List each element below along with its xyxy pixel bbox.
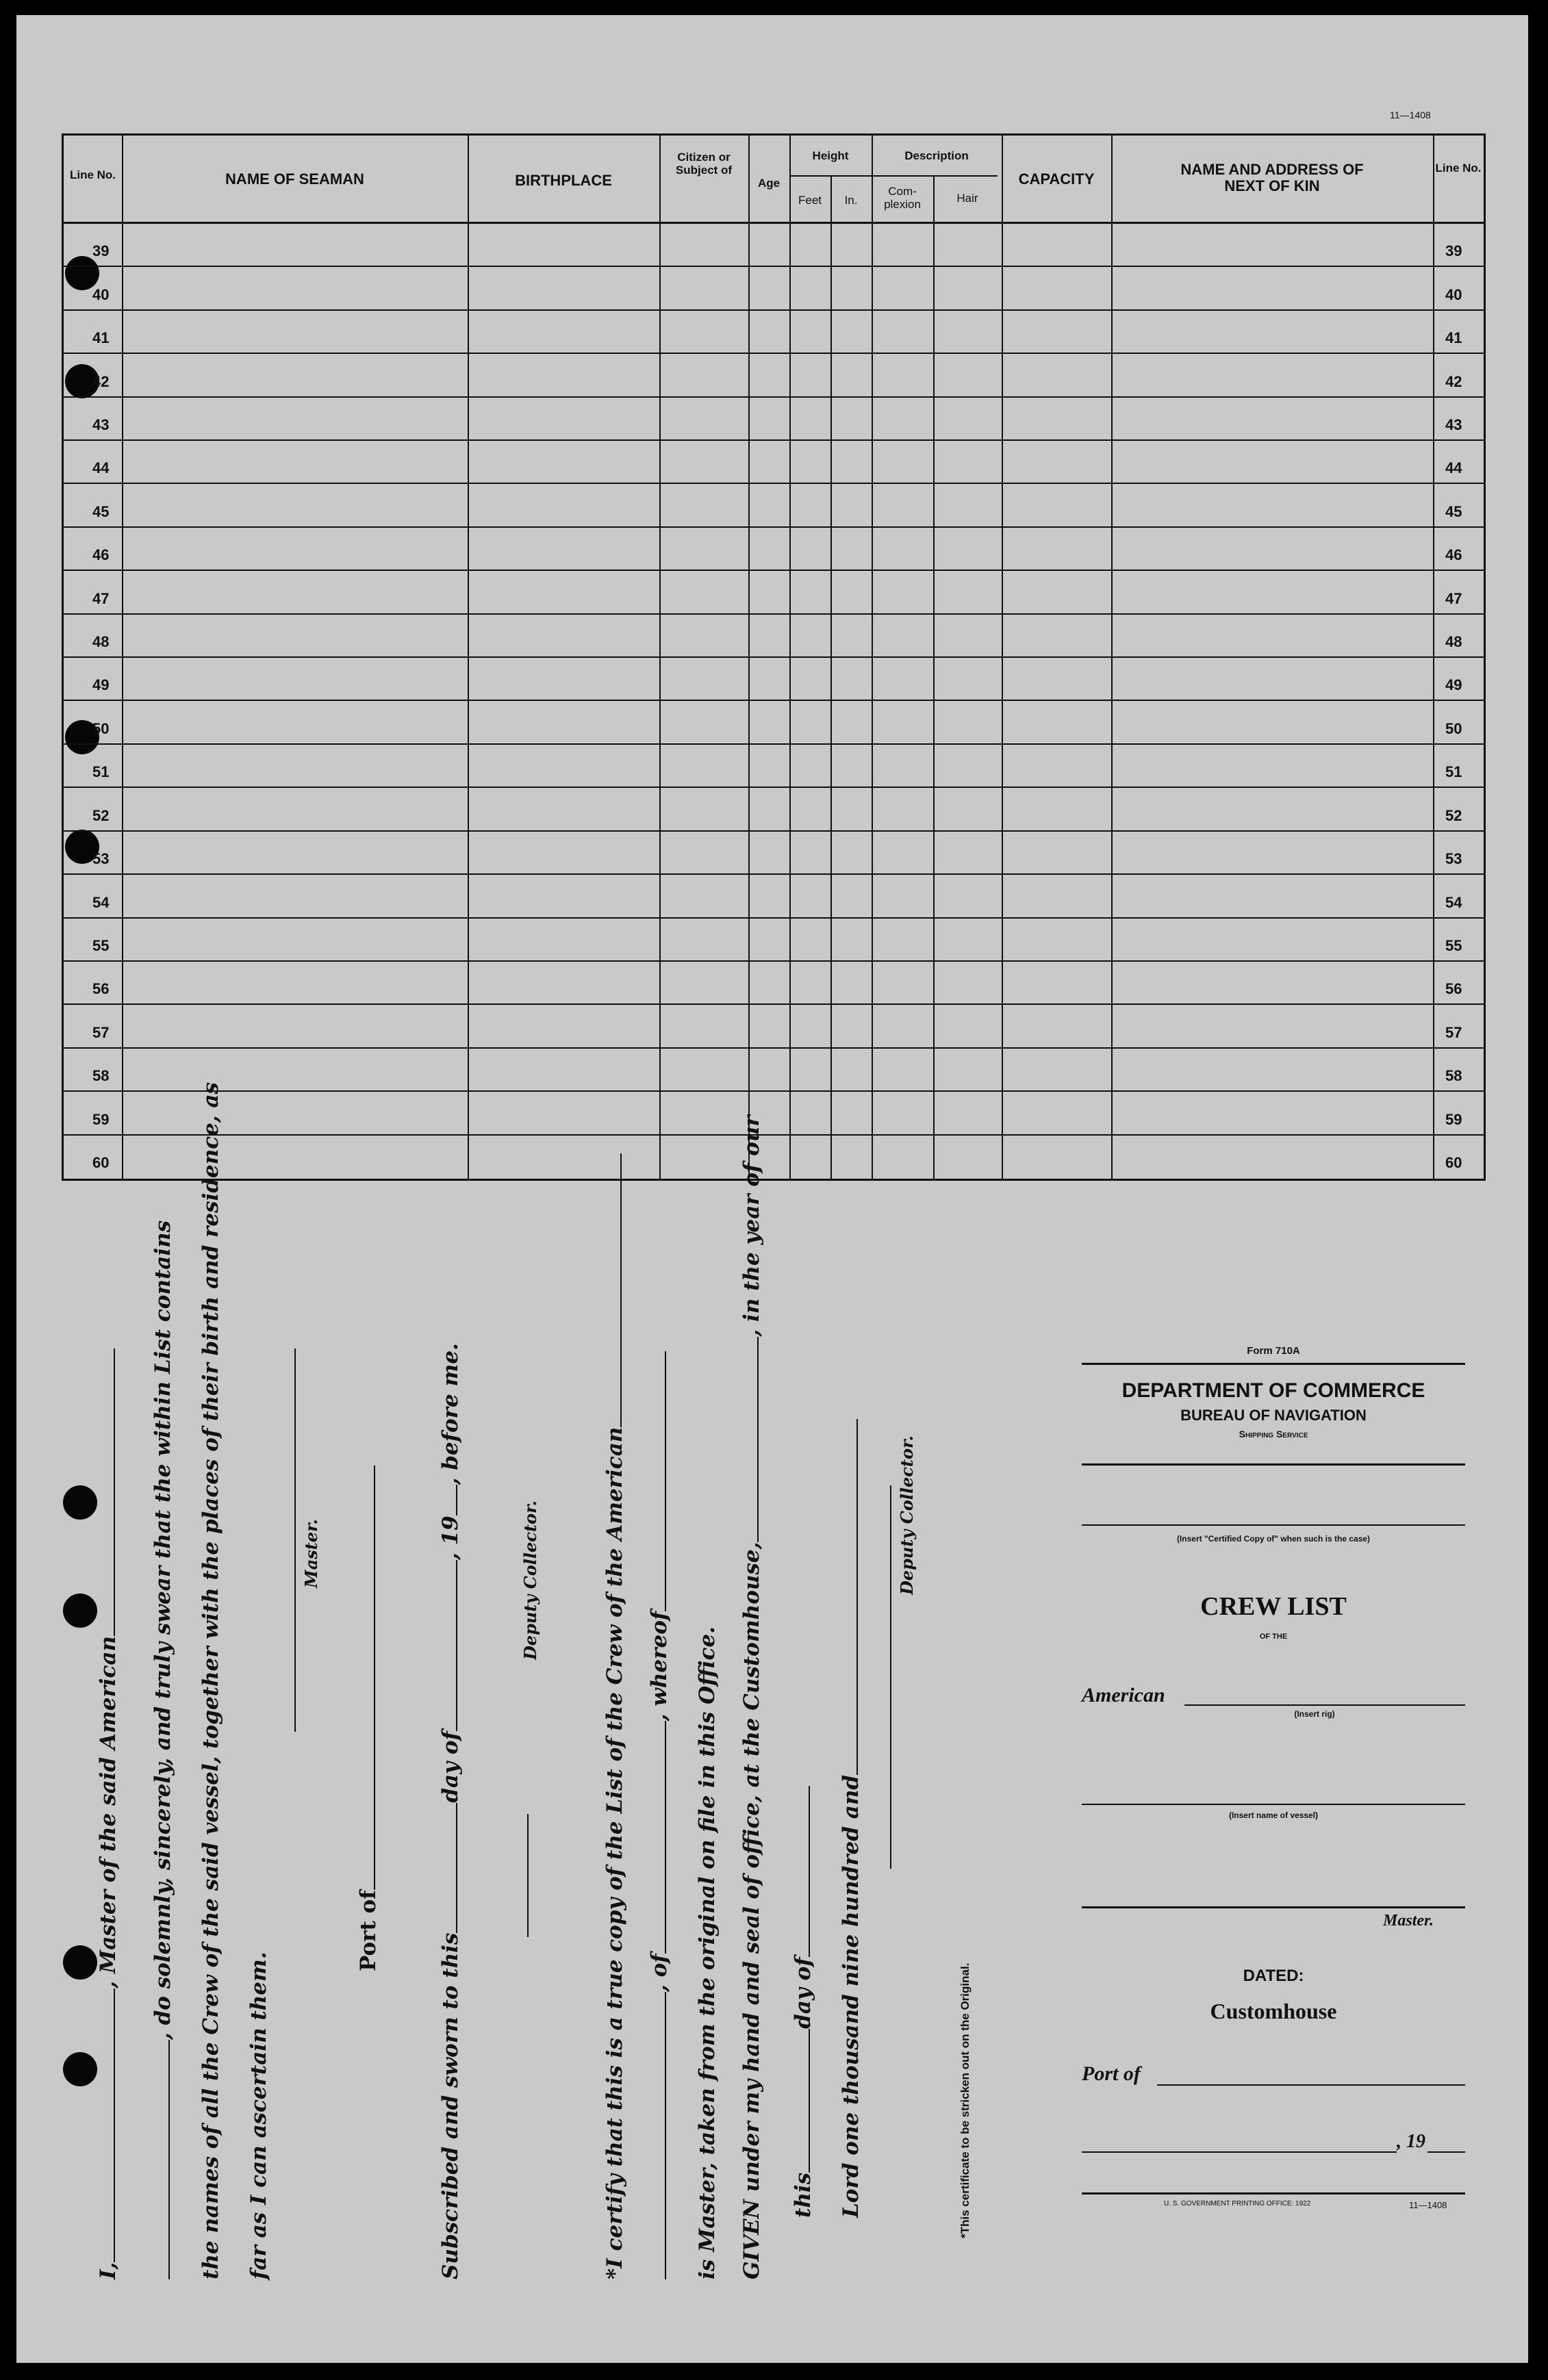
line-number-left: 49	[92, 676, 110, 694]
table-row	[64, 1049, 1484, 1092]
header-line-no-right: Line No.	[1435, 162, 1482, 175]
table-row	[64, 1136, 1484, 1179]
customhouse-label: Customhouse	[1210, 1999, 1337, 2023]
line-number-right: 43	[1445, 416, 1462, 434]
crew-list-title: CREW LIST	[1200, 1592, 1347, 1621]
table-row	[64, 398, 1484, 441]
line-number-right: 54	[1445, 893, 1462, 911]
sworn-line: Subscribed and sworn to thisday of, 19, before me.	[438, 1343, 463, 2279]
given-line-3: Lord one thousand nine hundred and	[839, 1419, 863, 2218]
line-number-right: 50	[1445, 719, 1462, 737]
line-number-left: 60	[92, 1153, 110, 1171]
line-number-left: 56	[92, 980, 110, 998]
master-signature-label: Master.	[301, 1519, 321, 1588]
line-number-left: 51	[92, 763, 110, 781]
line-number-right: 58	[1445, 1067, 1462, 1085]
dated-label: DATED:	[1243, 1967, 1304, 1985]
header-inches: In.	[844, 194, 858, 207]
line-number-left: 44	[92, 459, 110, 477]
form-number: Form 710A	[1247, 1345, 1300, 1357]
line-number-left: 39	[92, 242, 110, 260]
line-number-right: 40	[1445, 285, 1462, 303]
table-row	[64, 615, 1484, 658]
line-number-right: 59	[1445, 1110, 1462, 1128]
line-number-right: 45	[1445, 502, 1462, 520]
table-row	[64, 832, 1484, 875]
given-line-1: GIVEN under my hand and seal of office, at the Customhouse,, in the year of our	[739, 1115, 764, 2279]
of-the-label: OF THE	[1259, 1633, 1288, 1641]
table-row	[64, 1005, 1484, 1048]
port-of-label: Port of	[356, 1466, 381, 1971]
oath-line-4: far as I can ascertain them.	[246, 1952, 271, 2279]
table-row	[64, 919, 1484, 962]
table-row	[64, 788, 1484, 831]
table-row	[64, 528, 1484, 571]
header-age: Age	[757, 177, 781, 190]
certify-line-3: is Master, taken from the original on file in this Office.	[695, 1626, 720, 2279]
line-number-right: 41	[1445, 329, 1462, 347]
table-row	[64, 441, 1484, 484]
line-number-right: 51	[1445, 763, 1462, 781]
line-number-left: 59	[92, 1110, 110, 1128]
table-row	[64, 484, 1484, 527]
year-label: , 19	[1397, 2131, 1425, 2152]
table-row	[64, 571, 1484, 614]
line-number-left: 45	[92, 502, 110, 520]
line-number-left: 50	[92, 719, 110, 737]
given-line-2: thisday of	[791, 1786, 815, 2218]
form-code-bottom: 11—1408	[1409, 2200, 1447, 2210]
header-line-no: Line No.	[69, 168, 116, 181]
header-next-of-kin: NAME AND ADDRESS OF NEXT OF KIN	[1180, 161, 1364, 194]
table-row	[64, 875, 1484, 918]
insert-certified-note: (Insert "Certified Copy of" when such is the case)	[1176, 1534, 1371, 1544]
certificate-footnote: *This certificate to be stricken out on the Original.	[959, 1962, 972, 2238]
insert-vessel-note: (Insert name of vessel)	[1228, 1810, 1319, 1820]
header-capacity: CAPACITY	[1018, 170, 1095, 188]
certify-line-2: , of, whereof	[647, 1351, 672, 2279]
header-height: Height	[812, 149, 849, 162]
header-hair: Hair	[956, 192, 978, 205]
line-number-left: 42	[92, 372, 110, 390]
line-number-right: 42	[1445, 372, 1462, 390]
line-number-right: 48	[1445, 633, 1462, 651]
line-number-right: 57	[1445, 1023, 1462, 1041]
line-number-left: 58	[92, 1067, 110, 1085]
service-title: Shipping Service	[1239, 1429, 1308, 1439]
header-citizen: Citizen or Subject of	[675, 151, 733, 177]
cover-panel	[1082, 1345, 1465, 2214]
line-number-right: 39	[1445, 242, 1462, 260]
department-title: DEPARTMENT OF COMMERCE	[1121, 1379, 1425, 1402]
header-feet: Feet	[798, 194, 822, 207]
line-number-right: 60	[1445, 1153, 1462, 1171]
insert-rig-note: (Insert rig)	[1294, 1709, 1335, 1719]
printer-note: U. S. GOVERNMENT PRINTING OFFICE: 1922	[1164, 2200, 1311, 2208]
line-number-left: 48	[92, 633, 110, 651]
line-number-left: 41	[92, 329, 110, 347]
line-number-left: 54	[92, 893, 110, 911]
table-row	[64, 311, 1484, 354]
deputy-collector-label: Deputy Collector.	[520, 1500, 540, 1660]
table-row	[64, 658, 1484, 701]
line-number-right: 44	[1445, 459, 1462, 477]
header-description: Description	[904, 149, 969, 162]
table-row	[64, 224, 1484, 267]
table-row	[64, 745, 1484, 788]
header-birthplace: BIRTHPLACE	[515, 172, 612, 189]
table-row	[64, 354, 1484, 397]
line-number-left: 55	[92, 936, 110, 954]
deputy-collector-label-2: Deputy Collector.	[897, 1435, 917, 1595]
header-name-of-seaman: NAME OF SEAMAN	[225, 170, 364, 188]
line-number-left: 40	[92, 285, 110, 303]
line-number-right: 52	[1445, 806, 1462, 824]
line-number-right: 47	[1445, 589, 1462, 607]
table-row	[64, 1092, 1484, 1135]
bureau-title: BUREAU OF NAVIGATION	[1180, 1407, 1367, 1424]
certify-line-1: *I certify that this is a true copy of the List of the Crew of the American	[602, 1153, 627, 2279]
line-number-right: 46	[1445, 546, 1462, 564]
line-number-right: 55	[1445, 936, 1462, 954]
crew-table	[62, 133, 1486, 1181]
table-row	[64, 702, 1484, 745]
line-number-left: 43	[92, 416, 110, 434]
oath-line-1: I,, Master of the said American	[96, 1348, 120, 2279]
line-number-left: 53	[92, 850, 110, 868]
line-number-left: 57	[92, 1023, 110, 1041]
port-of-label-panel: Port of	[1082, 2062, 1141, 2085]
header-complexion: Com-plexion	[884, 185, 921, 211]
oath-line-3: the names of all the Crew of the said vessel, together with the places of their birth and residence, as	[199, 1082, 223, 2279]
table-row	[64, 962, 1484, 1005]
line-number-right: 56	[1445, 980, 1462, 998]
american-label: American	[1082, 1684, 1165, 1706]
line-number-left: 46	[92, 546, 110, 564]
line-number-left: 52	[92, 806, 110, 824]
oath-line-2: , do solemnly, sincerely, and truly swear that the within List contains	[151, 1220, 175, 2279]
line-number-left: 47	[92, 589, 110, 607]
table-row	[64, 267, 1484, 310]
form-code: 11—1408	[1390, 110, 1431, 120]
master-label: Master.	[1383, 1912, 1434, 1930]
line-number-right: 53	[1445, 850, 1462, 868]
line-number-right: 49	[1445, 676, 1462, 694]
